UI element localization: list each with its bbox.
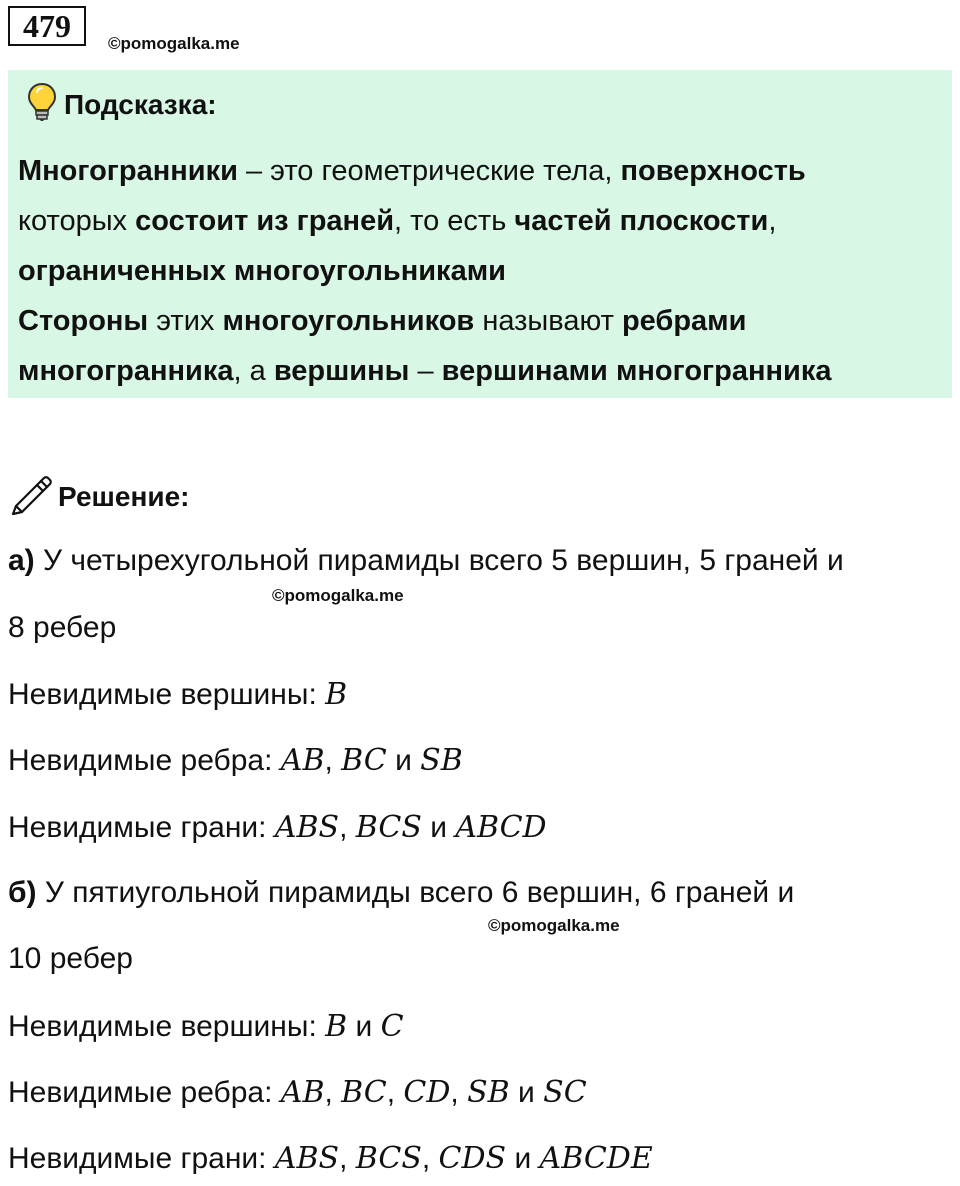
watermark-middle: ©pomogalka.me bbox=[272, 586, 404, 605]
math-term: BCS bbox=[355, 810, 422, 845]
conjunction: и bbox=[506, 1142, 540, 1175]
part-b-edges: Невидимые ребра: AB, BC, CD, SB и SC bbox=[8, 1075, 587, 1110]
math-term: SC bbox=[543, 1075, 587, 1110]
label: Невидимые вершины: bbox=[8, 678, 326, 711]
solution-header bbox=[8, 472, 189, 521]
part-b-intro bbox=[8, 876, 794, 910]
hint-text-fragment: , а bbox=[233, 355, 274, 387]
term-polygons-gen: многоугольников bbox=[222, 305, 475, 337]
hint-text bbox=[18, 146, 948, 396]
term-sides: Стороны bbox=[18, 305, 149, 337]
label: Невидимые грани: bbox=[8, 1142, 275, 1175]
math-term: CDS bbox=[438, 1141, 507, 1176]
hint-text-fragment: – bbox=[409, 355, 442, 387]
term-polyhedra: Многогранники bbox=[18, 155, 238, 187]
label: Невидимые грани: bbox=[8, 811, 275, 844]
part-a-vertices bbox=[8, 677, 347, 712]
hint-text-fragment: называют bbox=[474, 305, 622, 337]
task-number: 479 bbox=[8, 6, 86, 46]
pencil-icon bbox=[8, 472, 54, 521]
term-edges: ребрами bbox=[621, 305, 747, 337]
part-a-edges-count: 8 ребер bbox=[8, 611, 117, 644]
part-a-label: а) bbox=[8, 544, 35, 577]
conjunction: и bbox=[347, 1010, 381, 1043]
math-term: BC bbox=[341, 1075, 387, 1110]
term-surface: поверхность bbox=[620, 155, 806, 187]
term-polyhedron: многогранника bbox=[18, 355, 234, 387]
part-b-text: У пятиугольной пирамиды всего 6 вершин, 6 граней и bbox=[36, 876, 795, 909]
conjunction: и bbox=[509, 1076, 544, 1109]
math-term: ABCD bbox=[455, 810, 547, 845]
math-term: AB bbox=[280, 1075, 325, 1110]
part-b-edges-count: 10 ребер bbox=[8, 942, 133, 975]
conjunction: и bbox=[421, 811, 456, 844]
part-a-faces: Невидимые грани: ABS, BCS и ABCD bbox=[8, 810, 547, 845]
term-plane-parts: частей плоскости bbox=[514, 205, 769, 237]
math-term: AB bbox=[280, 743, 325, 778]
math-term: B bbox=[325, 677, 348, 712]
label: Невидимые ребра: bbox=[8, 744, 281, 777]
math-term: C bbox=[380, 1009, 404, 1044]
math-term: SB bbox=[467, 1075, 510, 1110]
math-term: ABS bbox=[274, 1141, 340, 1176]
term-polyhedron-vertices: вершинами многогранника bbox=[441, 355, 832, 387]
hint-line bbox=[18, 196, 948, 246]
part-b-vertices bbox=[8, 1009, 404, 1044]
hint-line bbox=[18, 146, 948, 196]
label: Невидимые ребра: bbox=[8, 1076, 281, 1109]
math-term: BC bbox=[341, 743, 387, 778]
part-a-text: У четырехугольной пирамиды всего 5 вершин, 5 граней и bbox=[34, 544, 844, 577]
hint-text-fragment: этих bbox=[148, 305, 223, 337]
math-term: B bbox=[325, 1009, 348, 1044]
conjunction: и bbox=[386, 744, 421, 777]
watermark-bottom: ©pomogalka.me bbox=[488, 916, 620, 935]
term-faces: состоит из граней bbox=[135, 205, 395, 237]
math-term: ABCDE bbox=[539, 1141, 653, 1176]
math-term: CD bbox=[403, 1075, 451, 1110]
term-vertices: вершины bbox=[273, 355, 410, 387]
solution-title: Решение: bbox=[58, 480, 190, 512]
hint-text-fragment: , то есть bbox=[394, 205, 515, 237]
term-polygons: ограниченных многоугольниками bbox=[18, 255, 506, 287]
hint-line bbox=[18, 246, 948, 296]
label: Невидимые вершины: bbox=[8, 1010, 326, 1043]
hint-box bbox=[8, 70, 952, 398]
math-term: ABS bbox=[274, 810, 340, 845]
watermark-top: ©pomogalka.me bbox=[108, 34, 240, 53]
lightbulb-icon bbox=[26, 82, 58, 127]
part-a-intro bbox=[8, 544, 844, 578]
hint-header bbox=[26, 82, 217, 127]
hint-text-fragment: – это геометрические тела, bbox=[237, 155, 621, 187]
math-term: BCS bbox=[355, 1141, 422, 1176]
hint-title: Подсказка: bbox=[64, 88, 217, 120]
hint-text-fragment: , bbox=[768, 205, 777, 237]
part-a-edges: Невидимые ребра: AB, BC и SB bbox=[8, 743, 463, 778]
math-term: SB bbox=[420, 743, 463, 778]
hint-line bbox=[18, 346, 948, 396]
hint-text-fragment: которых bbox=[18, 205, 136, 237]
part-b-faces: Невидимые грани: ABS, BCS, CDS и ABCDE bbox=[8, 1141, 653, 1176]
part-b-label: б) bbox=[8, 876, 37, 909]
hint-line bbox=[18, 296, 948, 346]
